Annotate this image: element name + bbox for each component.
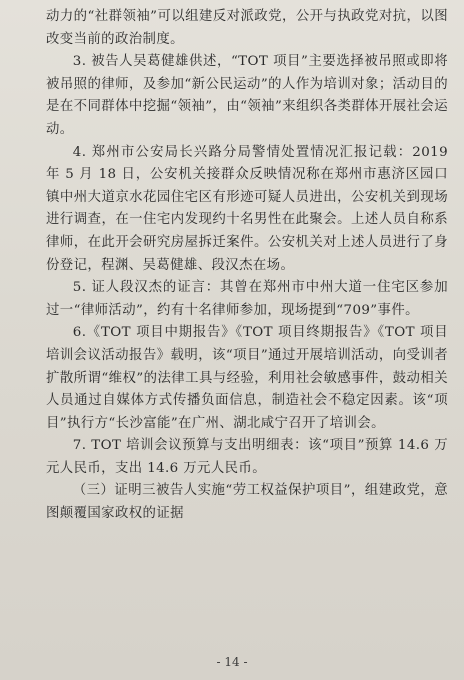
body-text [46, 6, 448, 526]
section-heading-3: （三）证明三被告人实施“劳工权益保护项目”，组建政党，意图颠覆国家政权的证据 [46, 483, 448, 522]
paragraph-item-6: 6.《TOT 项目中期报告》《TOT 项目终期报告》《TOT 项目培训会议活动报告》载明，该“项目”通过开展培训活动，向受训者扩散所谓“维权”的法律工具与经验，利用社会敏感事件，鼓动相关人员通过自媒体方式传播负面信息，制造社会不稳定因素。该“项目”执行方“长沙富能”在广州、湖北咸宁召开了培训会。 [46, 325, 448, 431]
paragraph-item-5: 5. 证人段汉杰的证言：其曾在郑州市中州大道一住宅区参加过一“律师活动”，约有十名律师参加，现场提到“709”事件。 [46, 280, 448, 318]
paragraph-continuation: 动力的“社群领袖”可以组建反对派政党，公开与执政党对抗，以图改变当前的政治制度。 [46, 9, 448, 47]
paragraph-item-4: 4. 郑州市公安局长兴路分局警情处置情况汇报记载：2019 年 5 月 18 日，公安机关接群众反映情况称在郑州市惠济区园口镇中州大道京水花园住宅区有形迹可疑人员进出，公安机关到现场进行调查，在一住宅内发现约十名男性在此聚会。上述人员自称系律师，在此开会研究房屋拆迁案件。公安机关对上述人员进行了身份登记，程渊、吴葛健雄、段汉杰在场。 [46, 144, 448, 273]
paragraph-item-7: 7. TOT 培训会议预算与支出明细表：该“项目”预算 14.6 万元人民币，支出 14.6 万元人民币。 [46, 438, 448, 476]
page-number: - 14 - [216, 655, 248, 669]
paragraph-item-3: 3. 被告人吴葛健雄供述，“TOT 项目”主要选择被吊照或即将被吊照的律师，及参加“新公民运动”的人作为培训对象；活动目的是在不同群体中挖掘“领袖”，由“领袖”来组织各类群体开展社会运动。 [46, 54, 448, 137]
